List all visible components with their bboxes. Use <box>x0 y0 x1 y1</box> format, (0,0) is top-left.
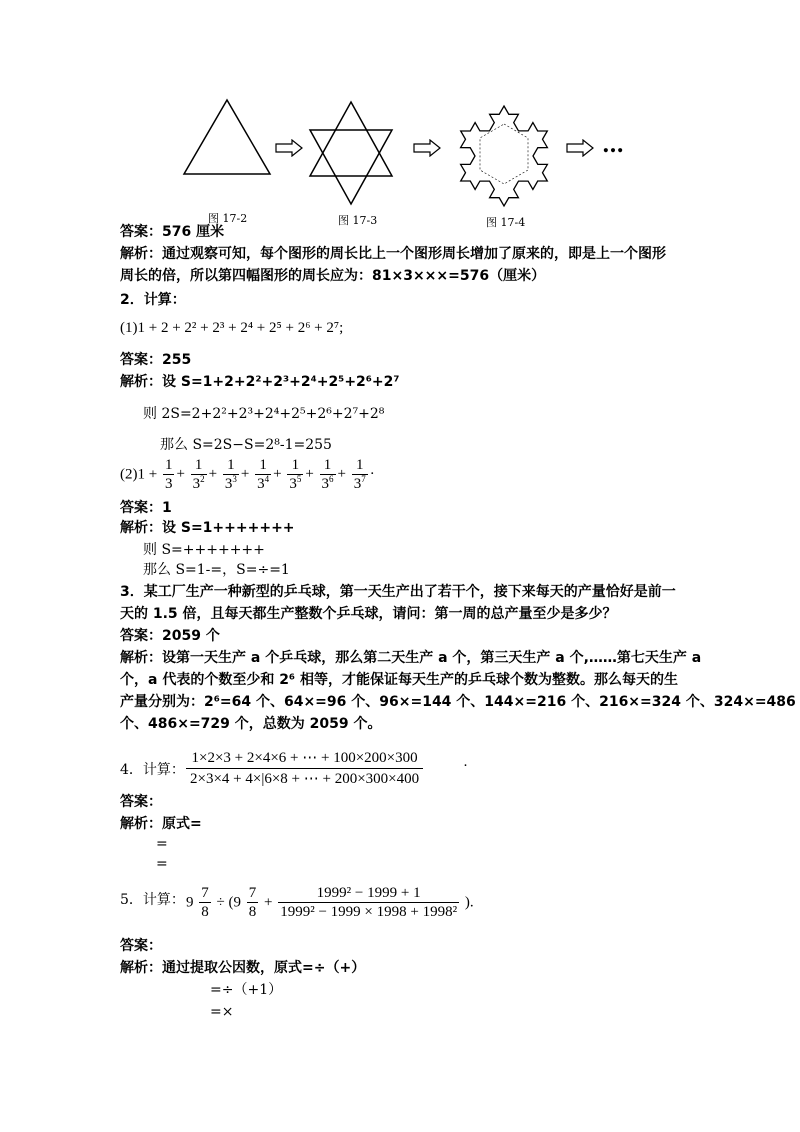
fraction: $\frac{1}{3^3}$ <box>224 457 237 492</box>
fraction: $\frac{1}{3^7}$ <box>353 457 366 492</box>
analysis-line: 个、486×=729 个，总数为 2059 个。 <box>120 716 382 732</box>
analysis-line: 解析：设 S=1+2+2²+2³+2⁴+2⁵+2⁶+2⁷ <box>120 374 400 390</box>
fraction: $\frac{1}{3^6}$ <box>321 457 334 492</box>
expression-prefix: (2)1 + <box>120 466 158 483</box>
operator: ). <box>464 894 474 911</box>
analysis-line: 那么 S=2S−S=2⁸-1=255 <box>160 437 332 453</box>
figure-caption: 图 17-3 <box>338 214 378 227</box>
analysis-line: 解析：原式= <box>120 816 202 832</box>
figure-caption: 图 17-2 <box>208 212 248 225</box>
equals-line: = <box>156 836 168 852</box>
period: · <box>463 758 468 774</box>
question-line: 天的 1.5 倍，且每天都生产整数个乒乓球，请问：第一周的总产量至少是多少？ <box>120 606 617 622</box>
answer-line: 答案： <box>120 794 162 810</box>
analysis-line: 则 S=+++++++ <box>143 542 265 558</box>
fraction: $\frac{1}{3^4}$ <box>257 457 270 492</box>
fraction: $\frac{7}{8}$ <box>201 885 209 920</box>
analysis-line: 那么 S=1-=，S=÷=1 <box>143 562 290 578</box>
operator: + <box>263 894 273 911</box>
analysis-line: 周长的倍，所以第四幅图形的周长应为：81×3×××=576（厘米） <box>120 268 546 284</box>
equals-line: =÷（+1） <box>210 982 283 998</box>
analysis-line: 个，a 代表的个数至少和 2⁶ 相等，才能保证每天生产的乒乓球个数为整数。那么每天的生 <box>120 672 678 688</box>
snowflake-outline <box>461 106 548 206</box>
arrow-right-icon <box>566 139 594 157</box>
analysis-line: 产量分别为：2⁶=64 个、64×=96 个、96×=144 个、144×=216 个、216×=324 个、324×=486 <box>120 694 796 710</box>
analysis-line: 则 2S=2+2²+2³+2⁴+2⁵+2⁶+2⁷+2⁸ <box>143 406 385 422</box>
answer-line: 答案：1 <box>120 500 172 516</box>
equals-line: = <box>156 856 168 872</box>
answer-line: 答案：255 <box>120 352 192 368</box>
question-line: 3．某工厂生产一种新型的乒乓球，第一天生产出了若干个，接下来每天的产量恰好是前一 <box>120 584 676 600</box>
question-label: 5．计算： <box>120 892 185 908</box>
fraction: $\frac{7}{8}$ <box>248 885 257 920</box>
numerator: 1×2×3 + 2×4×6 + ⋯ + 100×200×300 <box>186 748 423 769</box>
question-label: 2．计算： <box>120 292 186 308</box>
fraction: $\frac{1}{3}$ <box>164 457 173 492</box>
question-label: 4．计算： <box>120 762 185 778</box>
math-expression <box>186 884 474 921</box>
answer-line: 答案：2059 个 <box>120 628 220 644</box>
equals-line: =× <box>210 1004 234 1020</box>
analysis-line: 解析：设第一天生产 a 个乒乓球，那么第二天生产 a 个，第三天生产 a 个,……第七天生产 a <box>120 650 702 666</box>
operator: ÷ (9 <box>216 894 241 911</box>
figure-caption: 图 17-4 <box>486 216 526 229</box>
whole-number: 9 <box>186 894 194 911</box>
denominator: 2×3×4 + 4×|6×8 + ⋯ + 200×300×400 <box>190 771 420 787</box>
analysis-line: 解析：通过观察可知，每个图形的周长比上一个图形周长增加了原来的，即是上一个图形 <box>120 246 666 262</box>
math-expression: (1)1 + 2 + 2² + 2³ + 2⁴ + 2⁵ + 2⁶ + 2⁷; <box>120 320 344 336</box>
arrow-right-icon <box>413 139 441 157</box>
answer-line: 答案： <box>120 938 162 954</box>
analysis-line: 解析：通过提取公因数，原式=÷（+） <box>120 960 366 976</box>
fraction: $\frac{\text{1999² − 1999 + 1}}{\text{1999² − 1999 × 1998 + 1998²}}$ <box>280 885 458 920</box>
star-of-david-figure <box>304 98 398 208</box>
fraction-expression <box>186 748 423 789</box>
ellipsis: … <box>602 132 624 158</box>
answer-line: 答案：576 厘米 <box>120 224 225 240</box>
fraction: $\frac{1}{3^2}$ <box>192 457 205 492</box>
fraction: $\frac{1}{3^5}$ <box>289 457 302 492</box>
math-expression: (2)1 + $\frac{1}{3}$ + $\frac{1}{3^2}$ + $\frac{1}{3^3}$ + $\frac{1}{3^4}$ + $\frac{1}{3^5}$ + $\frac{1}{3^6}$ + $\frac{1}{3^7}$ · <box>120 457 375 492</box>
snowflake-figure <box>452 100 556 208</box>
arrow-right-icon <box>275 139 303 157</box>
triangle-figure <box>180 96 274 180</box>
analysis-line: 解析：设 S=1+++++++ <box>120 520 295 536</box>
